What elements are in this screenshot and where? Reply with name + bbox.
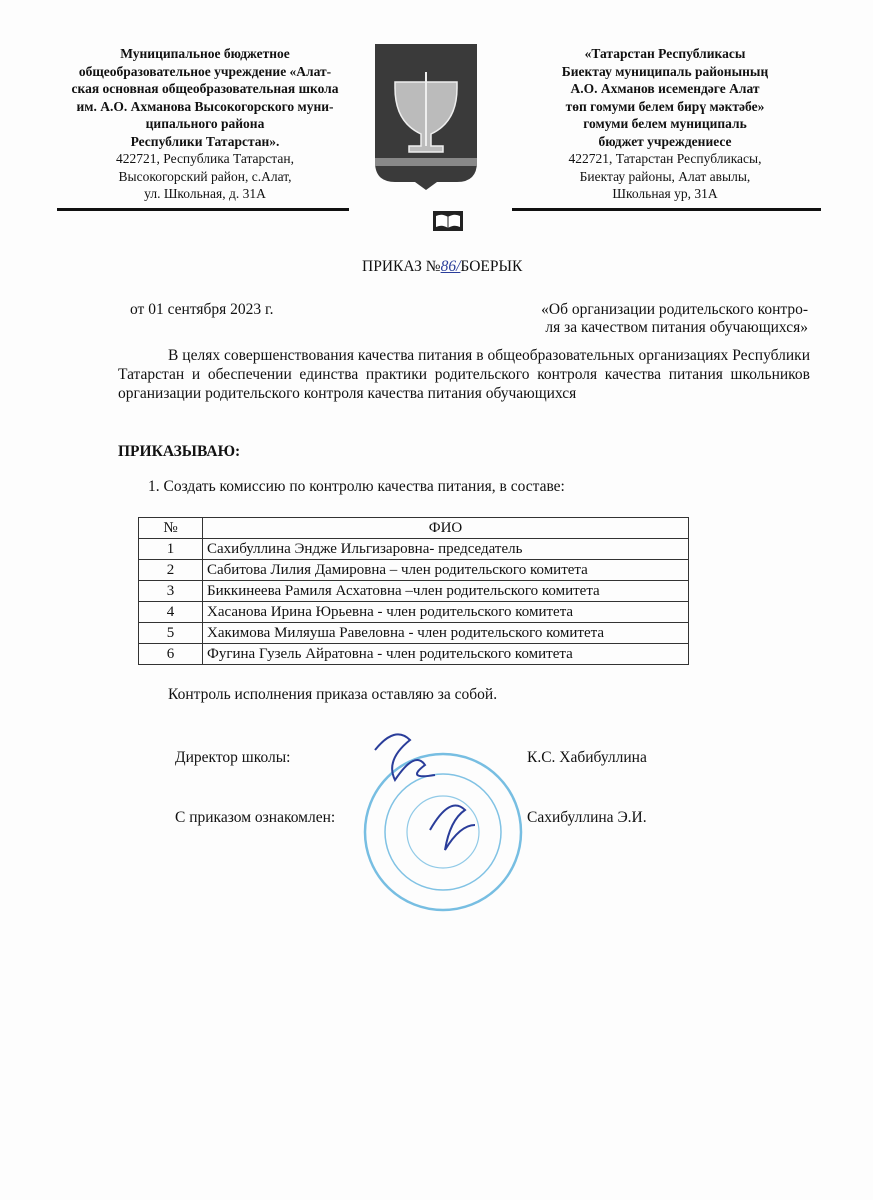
order-title-tt: БОЕРЫК — [460, 258, 523, 275]
org-name-line: гомуми белем муниципаль — [583, 116, 747, 131]
address-line: Высокогорский район, с.Алат, — [118, 168, 292, 184]
org-name-line: «Татарстан Республикасы — [584, 46, 746, 61]
org-name-line: им. А.О. Ахманова Высокогорского муни- — [76, 98, 334, 114]
acknowledged-name: Сахибуллина Э.И. — [527, 809, 647, 826]
cell-number: 4 — [139, 602, 203, 623]
table-header-row — [139, 518, 689, 539]
order-subject: «Об организации родительского контро- — [541, 301, 808, 318]
org-name-line: общеобразовательное учреждение «Алат- — [78, 63, 332, 79]
org-name-line: Биектау муниципаль районының — [561, 63, 769, 79]
table-row — [139, 602, 689, 623]
cell-name: Фугина Гузель Айратовна - член родительского комитета — [203, 644, 689, 665]
preamble-paragraph: В целях совершенствования качества питания в общеобразовательных организациях Республики Татарстан и обеспечении единства практики родительского контроля качества питания школьников организации родительского контроля качества питания обучающихся — [118, 347, 810, 402]
order-date: от 01 сентября 2023 г. — [130, 301, 274, 318]
cell-name: Сабитова Лилия Дамировна – член родительского комитета — [203, 560, 689, 581]
official-stamp — [355, 720, 535, 920]
table-row — [139, 581, 689, 602]
director-name: К.С. Хабибуллина — [527, 749, 647, 766]
order-title — [362, 258, 522, 276]
cell-number: 6 — [139, 644, 203, 665]
org-name-line: төп гомуми белем бирү мәктәбе» — [565, 98, 765, 114]
cell-number: 5 — [139, 623, 203, 644]
address-line: Школьная ур, 31А — [612, 186, 718, 201]
order-subject: ля за качеством питания обучающихся» — [545, 319, 808, 336]
org-name-line: ципального района — [145, 116, 265, 131]
table-row — [139, 644, 689, 665]
address-line: Биектау районы, Алат авылы, — [579, 168, 751, 184]
director-label: Директор школы: — [175, 749, 291, 766]
cell-number: 2 — [139, 560, 203, 581]
order-word: ПРИКАЗЫВАЮ: — [118, 443, 241, 460]
director-signature — [375, 734, 435, 780]
address-line: 422721, Республика Татарстан, — [116, 151, 294, 166]
commission-table — [138, 517, 689, 665]
cell-name: Хасанова Ирина Юрьевна - член родительского комитета — [203, 602, 689, 623]
org-name-line: Республики Татарстан». — [130, 133, 280, 149]
table-row — [139, 623, 689, 644]
acknowledged-label: С приказом ознакомлен: — [175, 809, 336, 826]
address-line: ул. Школьная, д. 31А — [144, 186, 266, 201]
header-right — [510, 45, 820, 203]
cell-name: Сахибуллина Эндже Ильгизаровна- председатель — [203, 539, 689, 560]
order-item-1: 1. Создать комиссию по контролю качества питания, в составе: — [148, 478, 565, 495]
table-row — [139, 560, 689, 581]
org-name-line: Муниципальное бюджетное — [120, 46, 290, 61]
control-statement: Контроль исполнения приказа оставляю за собой. — [168, 686, 498, 703]
header-left — [55, 45, 355, 203]
table-row — [139, 539, 689, 560]
header-divider-right — [512, 208, 821, 211]
book-icon — [432, 210, 464, 232]
cell-name: Хакимова Миляуша Равеловна - член родительского комитета — [203, 623, 689, 644]
order-title-ru: ПРИКАЗ № — [362, 258, 441, 275]
org-name-line: ская основная общеобразовательная школа — [71, 81, 339, 96]
order-number: 86/ — [440, 258, 461, 275]
coat-of-arms-emblem — [373, 42, 479, 192]
cell-name: Биккинеева Рамиля Асхатовна –член родительского комитета — [203, 581, 689, 602]
address-line: 422721, Татарстан Республикасы, — [568, 151, 762, 166]
header-divider-left — [57, 208, 349, 211]
org-name-line: бюджет учреждениесе — [598, 133, 732, 149]
column-header: № — [139, 518, 203, 539]
column-header: ФИО — [203, 518, 689, 539]
org-name-line: А.О. Ахманов исемендәге Алат — [570, 81, 760, 96]
cell-number: 1 — [139, 539, 203, 560]
cell-number: 3 — [139, 581, 203, 602]
ack-signature — [430, 806, 475, 851]
